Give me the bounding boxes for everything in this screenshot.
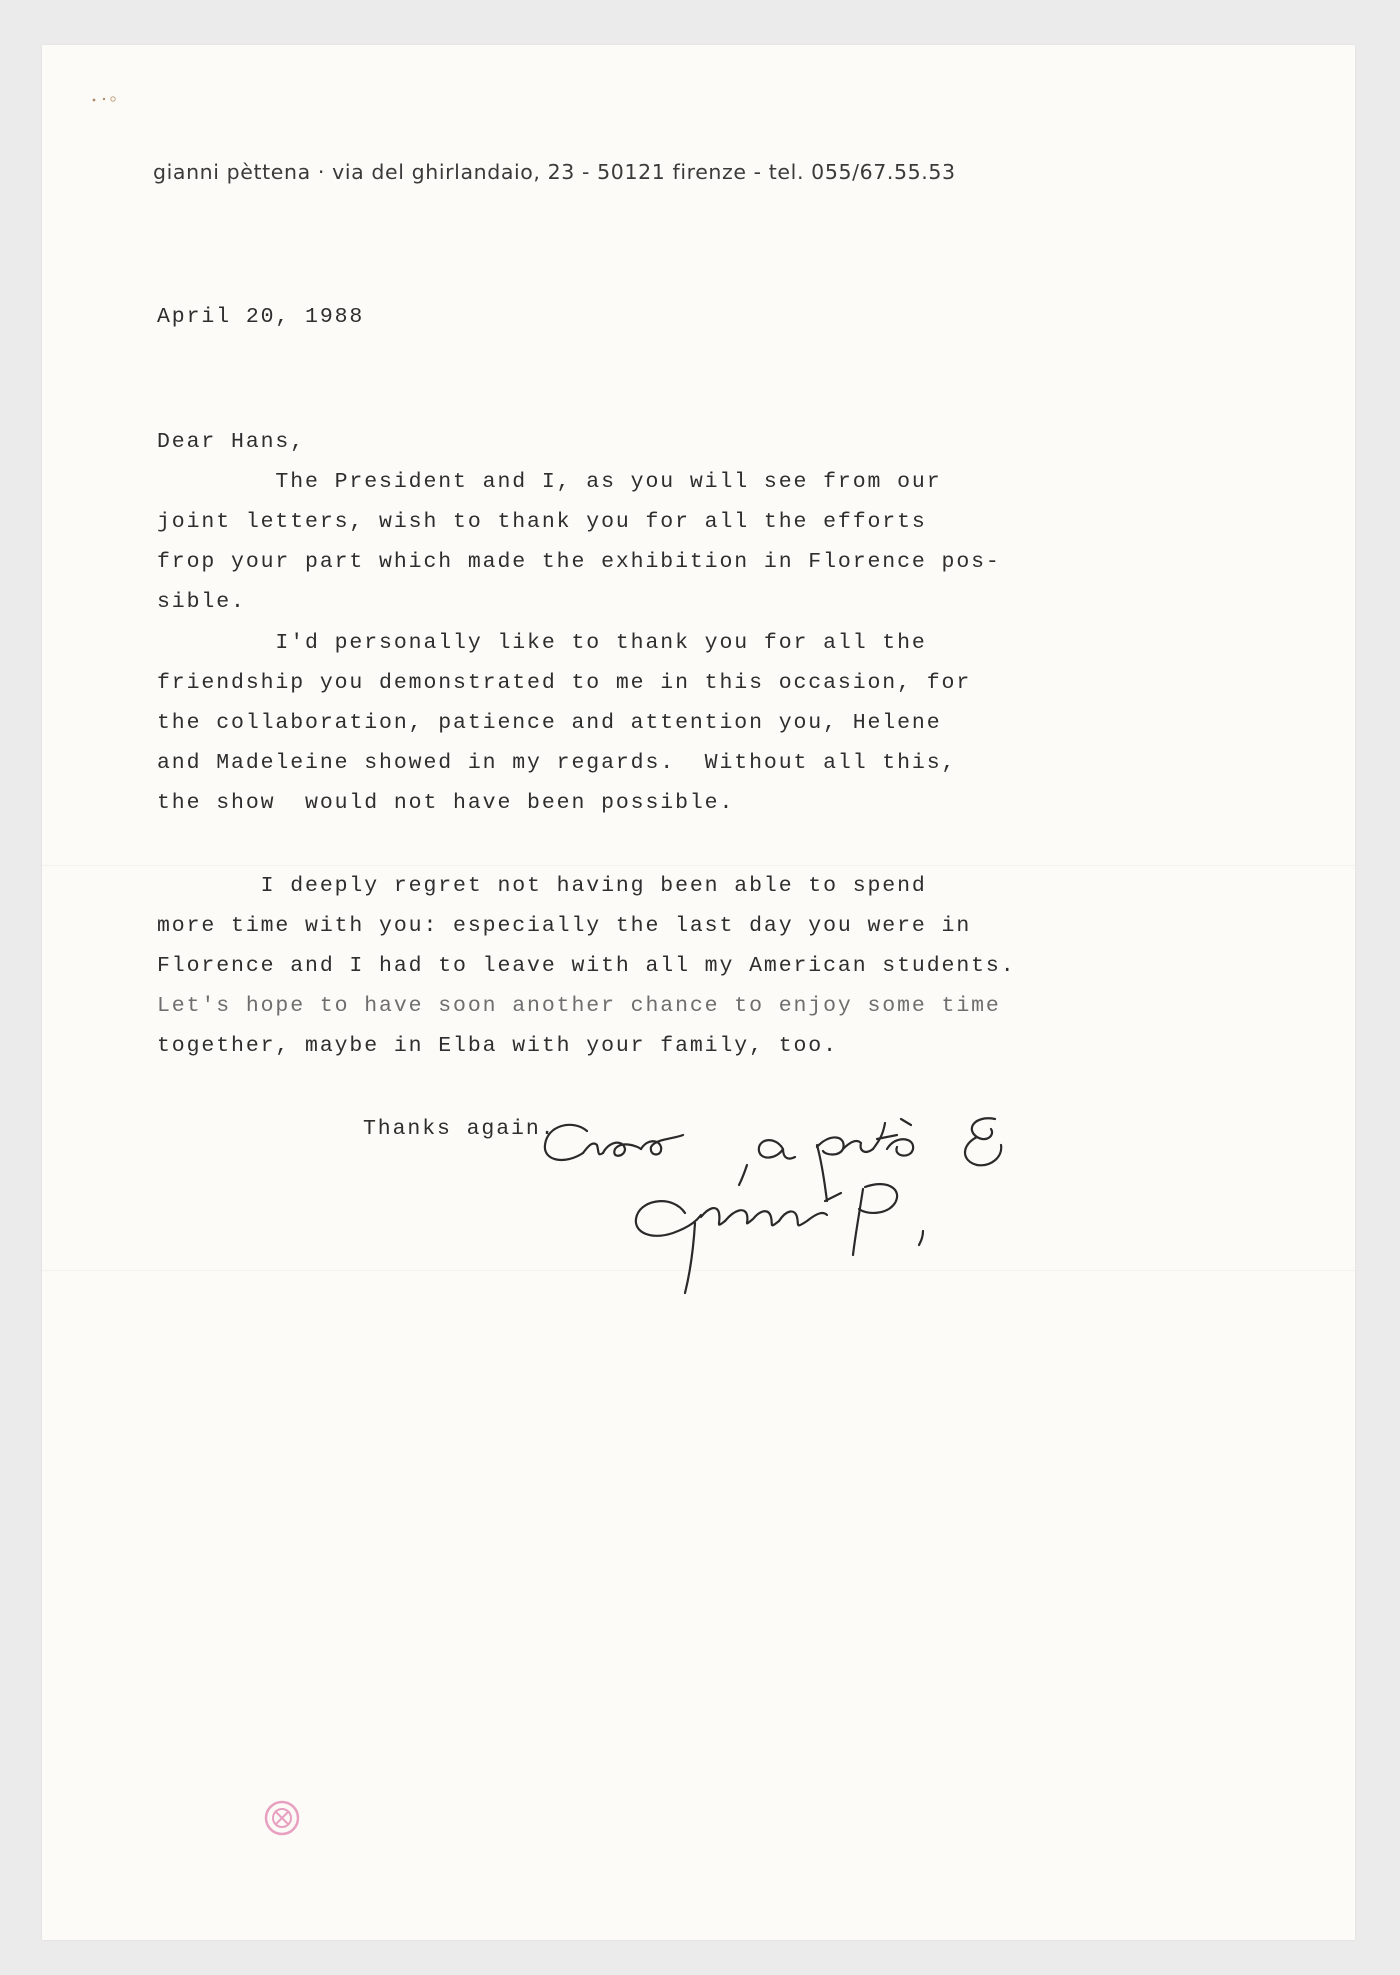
letterhead: gianni pèttena · via del ghirlandaio, 23 - 50121 firenze - tel. 055/67.55.53 bbox=[153, 160, 956, 184]
text-line: and Madeleine showed in my regards. Without all this, bbox=[157, 751, 957, 775]
text-line: together, maybe in Elba with your family, too. bbox=[157, 1034, 838, 1058]
text-line: the show would not have been possible. bbox=[157, 791, 735, 815]
text-line: Let's hope to have soon another chance to enjoy some time bbox=[157, 994, 1001, 1018]
paragraph-3 bbox=[157, 866, 1016, 1066]
text-line: Florence and I had to leave with all my American students. bbox=[157, 954, 1016, 978]
text-line: the collaboration, patience and attention you, Helene bbox=[157, 711, 942, 735]
collection-stamp bbox=[262, 1798, 302, 1838]
text-line: joint letters, wish to thank you for all the efforts bbox=[157, 510, 927, 534]
salutation: Dear Hans, bbox=[157, 430, 306, 454]
text-line: more time with you: especially the last day you were in bbox=[157, 914, 972, 938]
text-line: I'd personally like to thank you for all the bbox=[157, 631, 927, 655]
ink-mark bbox=[88, 90, 128, 110]
text-line: sible. bbox=[157, 590, 246, 614]
letter-date: April 20, 1988 bbox=[157, 305, 365, 329]
text-line: The President and I, as you will see from our bbox=[157, 470, 942, 494]
closing: Thanks again. bbox=[363, 1117, 556, 1141]
handwritten-signature bbox=[525, 1105, 1145, 1305]
paragraph-1 bbox=[157, 462, 1001, 622]
paragraph-2 bbox=[157, 623, 971, 823]
text-line: frop your part which made the exhibition in Florence pos- bbox=[157, 550, 1001, 574]
text-line: friendship you demonstrated to me in this occasion, for bbox=[157, 671, 972, 695]
text-line: I deeply regret not having been able to spend bbox=[157, 874, 927, 898]
